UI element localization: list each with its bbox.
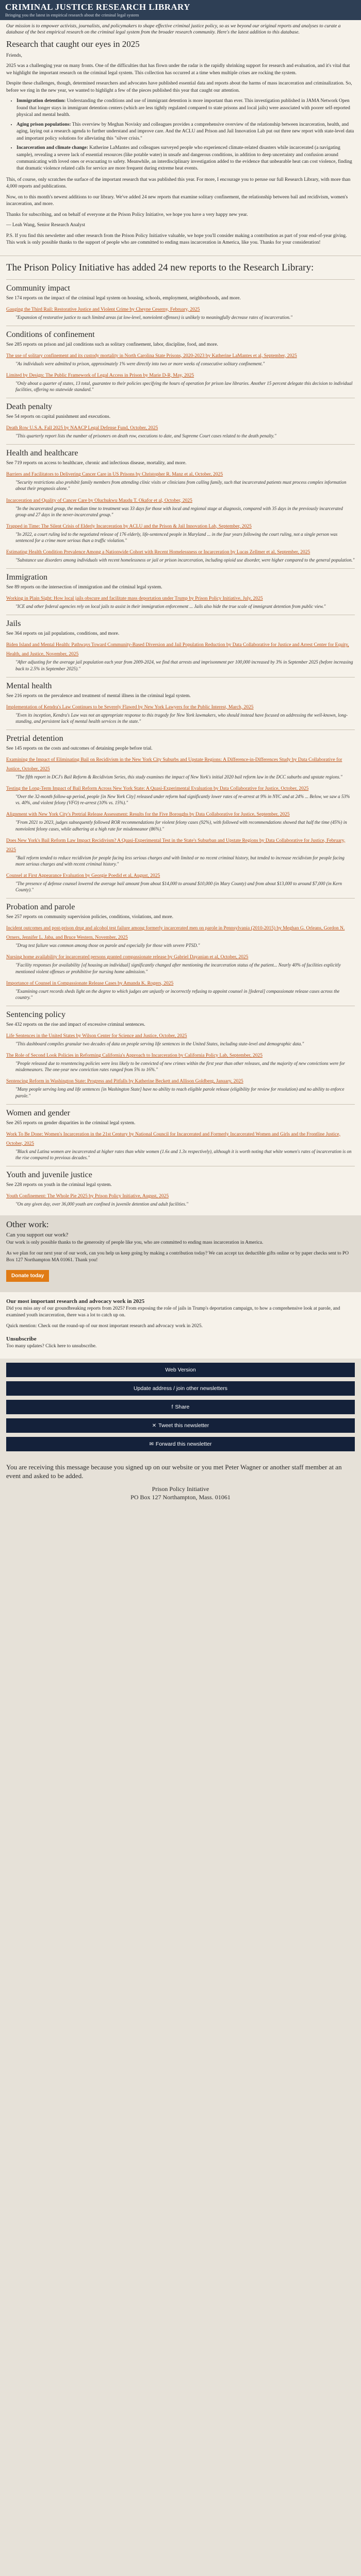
category-description[interactable]: See 257 reports on community supervision policies, conditions, violations, and more. (6, 914, 174, 920)
category-description[interactable]: See 265 reports on gender disparities in the criminal legal system. (6, 1120, 136, 1126)
forward-label: Forward this newsletter (155, 1440, 212, 1447)
support-paragraph: Our work is only possible thanks to the generosity of people like you, who are committed to ending mass incarceration in America. (6, 1240, 264, 1246)
highlight-item (17, 145, 355, 173)
library-title: The Prison Policy Initiative has added 24 new reports to the Research Library: (6, 262, 314, 273)
recap-paragraph: Quick mention: Check out the round-up of our most important research and advocacy work in 2025. (6, 1323, 203, 1329)
highlight-item (17, 122, 355, 142)
report-title-link[interactable]: Testing the Long-Term Impact of Bail Reform Across New York State: A Quasi-Experimental Evaluation by Data Collaborative for Justice, October, 2025 (6, 786, 309, 792)
report-title-link[interactable]: Estimating Health Condition Prevalence Among a Nationwide Cohort with Recent Homelessness or Incarceration by Lucas Zellmer et al, September, 2025 (6, 550, 310, 555)
category-block (6, 1104, 355, 1161)
report-quote: "In the incarcerated group, the median time to treatment was 33 days for those with local and regional stage at diagnosis, compared with 35 days in the previously incarcerated group and 27 days in the never-incarcerated group." (15, 505, 343, 517)
report-title-link[interactable]: Sentencing Reform in Washington State: Progress and Pitfalls by Katherine Beckett and Allison Goldberg, January, 2025 (6, 1079, 243, 1084)
report-entry (6, 809, 355, 832)
report-entry (6, 422, 355, 439)
recap-title: Our most important research and advocacy work in 2025 (6, 1298, 145, 1304)
report-entry (6, 304, 355, 320)
category-block (6, 279, 355, 320)
category-description[interactable]: See 364 reports on jail populations, conditions, and more. (6, 631, 120, 637)
web-version-label: Web Version (165, 1366, 196, 1373)
report-quote: "This dashboard compiles granular two decades of data on people serving life sentences in the United States, including state-level and demographic data." (15, 1041, 304, 1046)
category-description[interactable]: See 89 reports on the intersection of immigration and the criminal legal system. (6, 585, 162, 590)
mailing-address (6, 1485, 355, 1501)
org-name: Prison Policy Initiative (152, 1485, 209, 1493)
report-quote: "Over the 32-month follow-up period, people [in New York City] released under reform had significantly lower rates of re-arrest at 9% in NYC and at 24% ... Below, we saw a 53% vs. 40%, and violent felony (VFO) re-arrest (10% vs. 15%)." (15, 794, 350, 806)
report-entry (6, 1030, 355, 1047)
category-title: Immigration (6, 573, 47, 582)
report-entry (6, 639, 355, 671)
recap-paragraph: Did you miss any of our groundbreaking reports from 2025? From exposing the role of jails in Trump's deportation campaign, to how a comprehensive look at parole, and examined youth incarceration, there was a lot to catch up on. (6, 1306, 340, 1318)
category-title: Conditions of confinement (6, 330, 95, 339)
report-quote: "Substance use disorders among individuals with recent homelessness or jail or prison incarceration, including opioid use disorder, were higher compared to the general population." (15, 557, 355, 563)
report-quote: "The presence of defense counsel lowered the average bail amount from about $14,000 to around $10,000 (in Mary County) and from about $13,000 to around $7,000 (in Kern County)." (15, 881, 342, 893)
report-title-link[interactable]: Life Sentences in the United States by Wilson Center for Science and Justice, October, 2025 (6, 1033, 187, 1039)
report-title-link[interactable]: Death Row U.S.A. Fall 2025 by NAACP Legal Defense Fund, October, 2025 (6, 426, 158, 431)
intro-paragraph: Thanks for subscribing, and on behalf of everyone at the Prison Policy Initiative, we hope you have a very happy new year. (6, 212, 248, 217)
category-title: Youth and juvenile justice (6, 1170, 92, 1179)
highlight-text: Understanding the conditions and use of immigrant detention is more important than ever. This investigation published in JAMA Network Open found that longer stays in immigrant detention centers (which are less tightly regulated compared to state prisons and local jails) were associated with poorer self-reported physical and mental health. (17, 98, 350, 118)
category-title: Death penalty (6, 402, 53, 412)
unsubscribe-block (6, 1334, 355, 1350)
report-entry (6, 521, 355, 544)
category-block (6, 677, 355, 724)
report-title-link[interactable]: Incident outcomes and post-prison drug and alcohol test failure among formerly incarcerated men on parole in Pennsylvania (2010-2015) by Meghan G. Orleans, Gordon N. Orners, Jennifer L. Jaba, and Bruce Western, November, 2025 (6, 926, 345, 941)
report-quote: "As individuals were admitted to prison, approximately 1% were directly into two or more weeks of consecutive solitary confinement." (15, 361, 265, 366)
envelope-icon: ✉ (149, 1441, 154, 1447)
report-title-link[interactable]: Work To Be Done: Women's Incarceration in the 21st Century by National Council for Incarcerated and Formerly Incarcerated Women and Girls and the Frontline Justice, October, 2025 (6, 1131, 340, 1146)
report-quote: "Facility responses for availability [of housing an individual] significantly changed after mentioning the incarceration status of the patient... Nearly 40% of facilities explicitly mentioned violent offenses or prohibitive for nursing home admission." (15, 962, 341, 974)
category-description[interactable]: See 54 reports on capital punishment and executions. (6, 414, 111, 420)
unsubscribe-paragraph[interactable]: Too many updates? Click here to unsubscribe. (6, 1344, 97, 1349)
intro-paragraph: This, of course, only scratches the surface of the important research that was published this year. For more, I encourage you to peruse our full Research Library, with more than 4,000 reports and publications. (6, 177, 351, 190)
report-entry (6, 835, 355, 867)
postscript: P.S. If you find this newsletter and other research from the Prison Policy Initiative valuable, we hope you'll consider making a contribution as part of your end-of-year giving. This work is only possible thanks to the support of people who are committed to ending mass incarceration in America, like you. Thanks for your consideration! (6, 233, 347, 246)
intro-section (0, 20, 361, 256)
report-quote: "In 2022, a court ruling led to the negotiated release of 176 elderly, life-sentenced people in Maryland ... in the four years following the court ruling, not a single person was sentenced for a crime more serious than a traffic violation." (15, 531, 338, 544)
report-entry (6, 923, 355, 948)
web-version-button[interactable] (6, 1363, 355, 1377)
share-button[interactable] (6, 1400, 355, 1414)
highlight-lead: Incarceration and climate change: (17, 145, 88, 151)
report-entry (6, 702, 355, 724)
report-quote: "Drug test failure was common among those on parole and especially for those with severe PTSD." (15, 943, 200, 948)
footer-links (0, 1292, 361, 1359)
report-quote: "Only about a quarter of states, 13 total, guarantee to their policies specifying the hours of operation for prison law libraries. Another 15 percent delegate this decision to individual facilities, offering no statewide standard." (15, 380, 353, 393)
highlights-list (13, 98, 355, 173)
closing-section (0, 1460, 361, 1509)
category-block (6, 444, 355, 563)
report-quote: "Bail reform tended to reduce recidivism for people facing less serious charges and with limited or no recent criminal history, but tended to increase recidivism for people facing more serious charges and with recent criminal history." (15, 855, 344, 867)
header-title: CRIMINAL JUSTICE RESEARCH LIBRARY (5, 2, 190, 12)
category-title: Probation and parole (6, 903, 75, 912)
category-description[interactable]: See 216 reports on the prevalence and treatment of mental illness in the criminal legal system. (6, 693, 191, 699)
report-quote: "Security restrictions also prohibit family members from attending clinic visits or clinicians from calling family, such that incarcerated patients must process complex information about their prognosis alone." (15, 480, 347, 492)
report-entry (6, 1191, 355, 1207)
report-title-link[interactable]: Implementation of Kendra's Law Continues to be Severely Flawed by New York Lawyers for the Public Interest, March, 2025 (6, 704, 254, 710)
report-title-link[interactable]: Youth Confinement: The Whole Pie 2025 by Prison Policy Initiative, August, 2025 (6, 1193, 169, 1199)
signature: — Leah Wang, Senior Research Analyst (6, 223, 86, 228)
support-question: Can you support our work? (6, 1232, 69, 1239)
category-block (6, 326, 355, 393)
category-description[interactable]: See 228 reports on youth in the criminal legal system. (6, 1182, 112, 1188)
report-quote: "From 2021 to 2023, judges subsequently followed ROR recommendations for violent felony cases (92%), with followed with recommendations showed that half the time (45%) in nonviolent felony cases, while adhering at a high rate for misdemeanor (86%)." (15, 820, 347, 832)
mission-statement: Our mission is to empower activists, journalists, and policymakers to shape effective criminal justice policy, so as we beyond our original reports and analyses to curate a database of the best empirical research on the criminal legal system from the broader research community. Here's the latest addition to this database. (6, 24, 341, 36)
report-quote: "Examining court records sheds light on the degree to which judges are unjustly or incorrectly refusing to appoint counsel in [federal] compassionate release cases across the country." (15, 988, 340, 1000)
report-entry (6, 1076, 355, 1098)
header (0, 0, 361, 20)
report-title-link[interactable]: Nursing home availability for incarcerated persons granted compassionate release by Gabriel Dayanian et al, October, 2025 (6, 955, 249, 960)
header-tagline: Bringing you the latest in empirical research about the criminal legal system (5, 12, 139, 18)
report-entry (6, 547, 355, 563)
report-title-link[interactable]: Incarceration and Quality of Cancer Care by Oluchukwu Maudu T. Okafor et al, October, 2025 (6, 498, 192, 503)
donate-button[interactable]: Donate today (6, 1270, 49, 1282)
subscription-notice: You are receiving this message because you signed up on our website or you met Peter Wagner or another staff member at an event and asked to be added. (6, 1463, 342, 1480)
report-title-link[interactable]: Trapped in Time: The Silent Crisis of Elderly Incarceration by ACLU and the Prison & Jail Innovation Lab, September, 2025 (6, 523, 252, 529)
report-title-link[interactable]: Limited by Design: The Public Framework of Legal Access in Prison by Marie D-R, May, 2025 (6, 372, 194, 378)
recap-block (6, 1296, 355, 1330)
highlight-item (17, 98, 355, 118)
report-entry (6, 495, 355, 518)
greeting: Friends, (6, 53, 22, 58)
category-title: Pretrial detention (6, 734, 63, 743)
update-address-button[interactable] (6, 1381, 355, 1396)
report-title-link[interactable]: Examining the Impact of Eliminating Bail on Recidivism in the New York City Suburbs and Upstate Regions: A Difference-in-Differences Study by Data Collaborative for Justice, October, 2025 (6, 757, 342, 772)
category-block (6, 568, 355, 609)
research-library-section (0, 256, 361, 1215)
report-entry (6, 469, 355, 492)
category-description[interactable]: See 719 reports on access to healthcare, chronic and infectious disease, mortality, and more. (6, 461, 187, 466)
report-entry (6, 350, 355, 367)
report-entry (6, 870, 355, 893)
category-block (6, 1166, 355, 1207)
category-block (6, 398, 355, 439)
highlight-lead: Immigration detention: (17, 98, 66, 104)
tweet-label: Tweet this newsletter (158, 1422, 209, 1429)
category-block (6, 615, 355, 671)
report-quote: "Even its inception, Kendra's Law was not an appropriate response to this tragedy for New York lawmakers, who should instead have focused on addressing the well-known, long-standing, and persistent lack of mental health services in the state." (15, 712, 348, 724)
category-title: Mental health (6, 681, 52, 690)
share-label: Share (175, 1403, 190, 1410)
report-title-link[interactable]: The Role of Second Look Policies in Reforming California's Approach to Incarceration by California Policy Lab, September, 2025 (6, 1053, 263, 1059)
intro-paragraph: Despite these challenges, though, determined researchers and advocates have published essential data and reports about the harms of mass incarceration and criminalization. So, before we ring in the new year, we wanted to highlight a few of the pieces published this year that caught our attention. (6, 81, 352, 93)
report-entry (6, 593, 355, 609)
report-title-link[interactable]: The use of solitary confinement and its custody mortality in North Carolina State Prisons, 2020-2023 by Katherine LaMantes et al, September, 2025 (6, 353, 297, 359)
category-title: Sentencing policy (6, 1010, 66, 1019)
other-work-section (0, 1215, 361, 1292)
report-quote: "People released due to resentencing policies were less likely to be convicted of new crimes within the first year than other releases, and the majority of new convictions were for misdemeanors. The one-year new conviction rates ranged from 5% to 16%." (15, 1061, 345, 1073)
intro-paragraph: 2025 was a challenging year on many fronts. One of the difficulties that has flown under the radar is the rapidly shrinking support for research and evaluation, and it's vital that we highlight the important research on the criminal legal system. This collection has occurred at a time when multiple crises are rocking the system. (6, 63, 350, 76)
report-title-link[interactable]: Barriers and Facilitators to Delivering Cancer Care in US Prisons by Christopher R. Manz et al, October, 2025 (6, 472, 223, 478)
intro-heading: Research that caught our eyes in 2025 (6, 39, 140, 49)
report-quote: "Many people serving long and life sentences [in Washington State] have no ability to reach eligible parole release (eligibility for review for resolution) and no ability to enforce parole." (15, 1087, 344, 1098)
category-description[interactable]: See 145 reports on the costs and outcomes of detaining people before trial. (6, 746, 153, 752)
category-title: Community impact (6, 283, 70, 293)
report-entry (6, 754, 355, 780)
category-description[interactable]: See 174 reports on the impact of the criminal legal system on housing, schools, employment, neighborhoods, and more. (6, 295, 241, 301)
report-quote: "ICE and other federal agencies rely on local jails to assist in their immigration enforcement ... Jails also hide the true scale of immigrant detention from public view." (15, 604, 326, 609)
report-quote: "Black and Latina women are incarcerated at higher rates than white women (1.6x and 1.3x respectively), although it is worth noting that white women's rates of incarceration is on the rise compared to previous decades." (15, 1148, 352, 1160)
report-entry (6, 370, 355, 393)
intro-paragraph: Now, on to this month's newest additions to our library. We've added 24 new reports that examine solitary confinement, the relationship between bail and recidivism, women's incarceration, and more. (6, 194, 348, 207)
report-title-link[interactable]: Gauging the Third Rail: Restorative Justice and Violent Crime by Cheyne Ceserny, February, 2025 (6, 307, 200, 312)
report-quote: "The fifth report in DCJ's Bail Reform & Recidivism Series, this study examines the impact of New York's initial 2020 bail reform law in the DCC suburbs and upstate regions." (15, 774, 342, 780)
report-quote: "This quarterly report lists the number of prisoners on death row, executions to date, and Supreme Court cases related to the death penalty." (15, 433, 276, 439)
report-entry (6, 1050, 355, 1073)
report-title-link[interactable]: Alignment with New York City's Pretrial Release Assessment: Results for the Five Boroughs by Data Collaborative for Justice, September, 2025 (6, 812, 290, 818)
report-entry (6, 783, 355, 806)
support-paragraph: As we plan for our next year of our work, can you help us keep going by making a contribution today? We can accept tax deductible gifts online or by paper checks sent to PO Box 127 Northampton MA 01061. Thank you! (6, 1250, 349, 1263)
category-title: Jails (6, 619, 21, 629)
report-entry (6, 952, 355, 974)
facebook-icon: f (171, 1404, 173, 1410)
report-title-link[interactable]: Counsel at First Appearance Evaluation by Georgie Poedid et al, August, 2025 (6, 873, 160, 878)
action-buttons (0, 1359, 361, 1460)
report-quote: "On any given day, over 36,000 youth are confined in juvenile detention and adult facilities." (15, 1201, 188, 1207)
report-quote: "Expansion of restorative justice to such limited areas (at low-level, nonviolent offenses) is unlikely to meaningfully decrease rates of incarceration." (15, 314, 292, 320)
category-block (6, 898, 355, 1001)
category-block (6, 730, 355, 893)
report-title-link[interactable]: Working in Plain Sight: How local jails obscure and facilitate mass deportation under Trump by Prison Policy Initiative, July, 2025 (6, 596, 263, 602)
twitter-icon: ✕ (152, 1422, 157, 1429)
highlight-text: Katherine LaMantes and colleagues surveyed people who experienced climate-related disasters while incarcerated (a navigating sample), revealing a severe lack of essential resources (like potable water) in unsafe and dangerous conditions, in addition to deep uncertainty and confusion around communicating with loved ones or evacuating to safety. Meanwhile, an interdisciplinary investigation added to the evidence that unbearable heat can cost violence, finding that dramatic violence related calls for service are more frequent during extreme heat events. (17, 145, 352, 172)
category-title: Health and healthcare (6, 449, 78, 458)
address-line: PO Box 127 Northampton, Mass. 01061 (130, 1493, 231, 1501)
category-title: Women and gender (6, 1108, 70, 1117)
forward-button[interactable] (6, 1437, 355, 1451)
report-entry (6, 978, 355, 1001)
report-entry (6, 1129, 355, 1161)
category-block (6, 1006, 355, 1099)
category-description[interactable]: See 432 reports on the rise and impact of excessive criminal sentences. (6, 1022, 145, 1027)
category-list (6, 279, 355, 1207)
report-title-link[interactable]: Does New York's Bail Reform Law Impact Recidivism? A Quasi-Experimental Test in the State's Suburban and Upstate Regions by Data Collaborative for Justice, February, 2025 (6, 838, 346, 853)
unsubscribe-title: Unsubscribe (6, 1336, 37, 1343)
report-quote: "After adjusting for the average jail population each year from 2009-2024, we find that arrests and imprisonment per 100,000 increased by 3% in September 2025 (before increasing back to 2.5% in September 2025)." (15, 659, 353, 671)
other-work-title: Other work: (6, 1219, 49, 1230)
report-title-link[interactable]: Biden Island and Mental Health: Pathways Toward Community-Based Diversion and Jail Population Reduction by Data Collaborative for Justice and Arrest Center for Equity, Health, and Justice, November, 2025 (6, 642, 349, 657)
report-title-link[interactable]: Importance of Counsel in Compassionate Release Cases by Amanda K. Rogers, 2025 (6, 980, 174, 986)
category-description[interactable]: See 285 reports on prison and jail conditions such as solitary confinement, labor, discipline, food, and more. (6, 342, 218, 347)
tweet-button[interactable] (6, 1418, 355, 1433)
update-address-label: Update address / join other newsletters (133, 1385, 228, 1392)
highlight-text: This overview by Meghan Novisky and colleagues provides a comprehensive overview of the relationship between incarceration, health, and aging, laying out a research agenda to further understand and improve care. And the ACLU and Prison and Jail Innovation Lab put out three new report with state-level data and important policy solutions for alleviating this "silver crisis." (17, 122, 354, 141)
highlight-lead: Aging prison populations: (17, 122, 71, 127)
